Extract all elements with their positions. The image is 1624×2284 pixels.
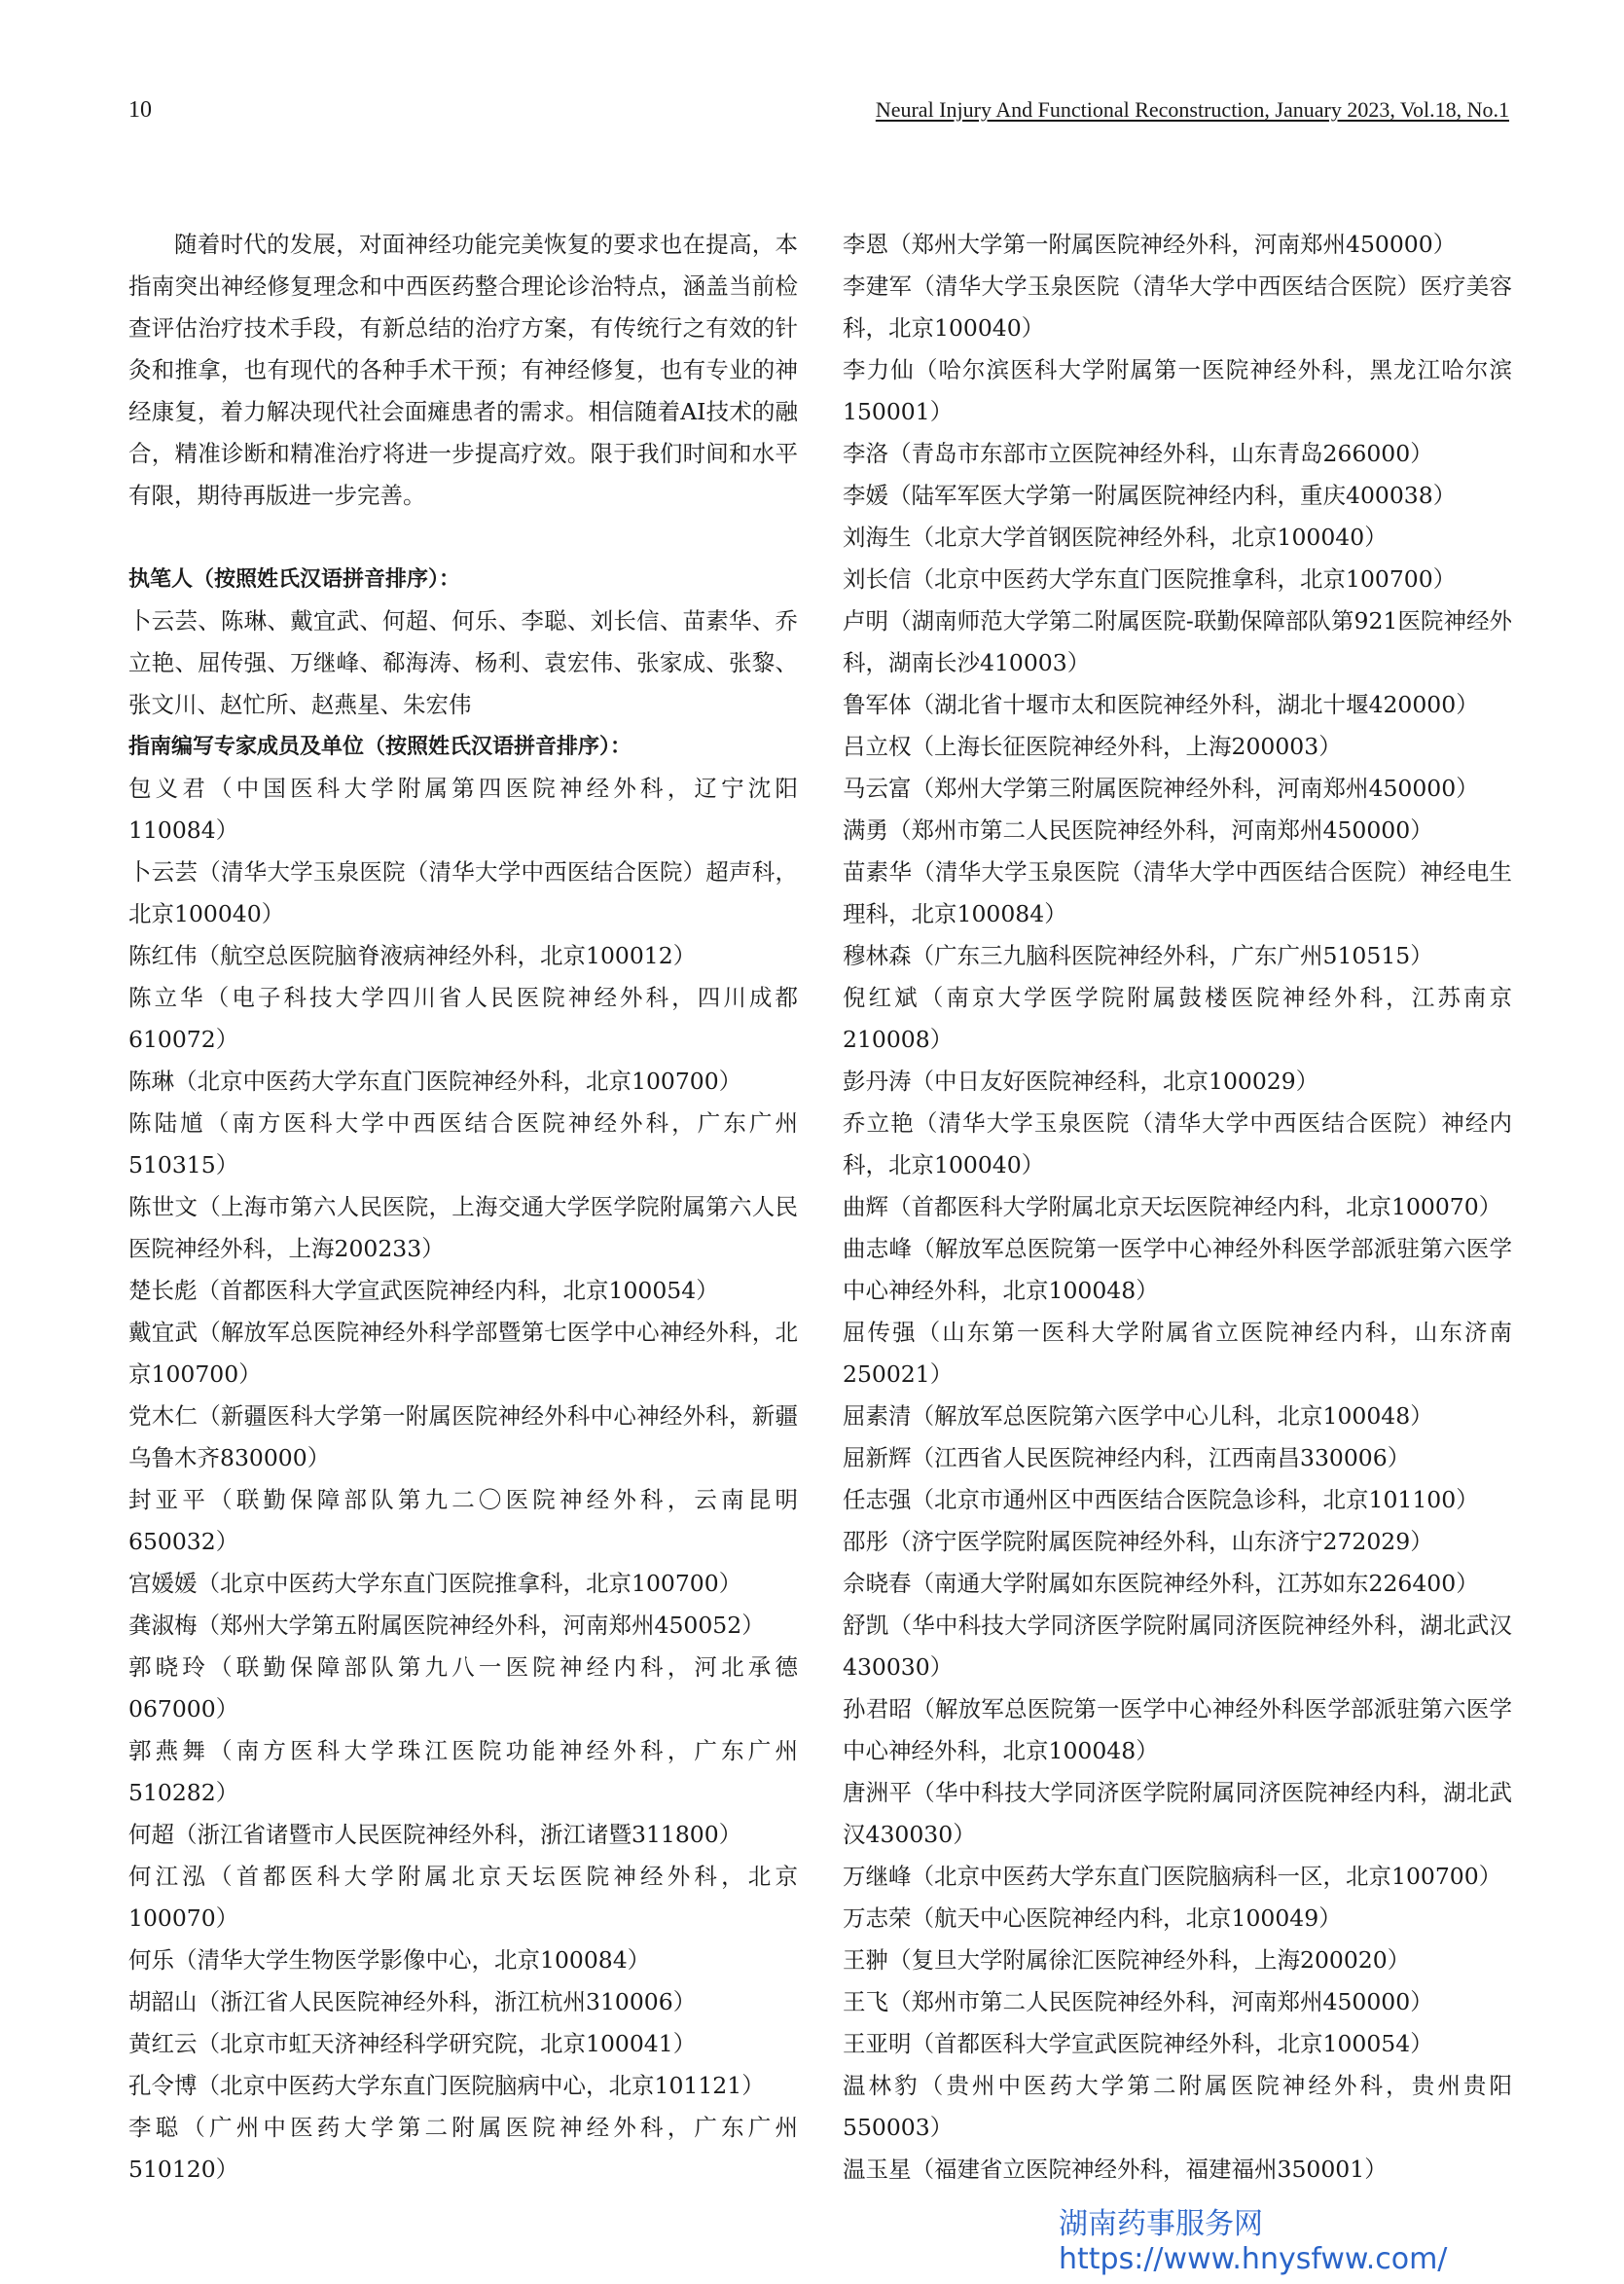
expert-entry: 孔令博（北京中医药大学东直门医院脑病中心，北京101121） [128, 2072, 765, 2099]
expert-entry: 任志强（北京市通州区中西医结合医院急诊科，北京101100） [843, 1486, 1479, 1513]
expert-entry: 温林豹（贵州中医药大学第二附属医院神经外科，贵州贵阳550003） [843, 2072, 1512, 2141]
expert-entry: 刘海生（北京大学首钢医院神经外科，北京100040） [843, 524, 1388, 551]
expert-entry: 万志荣（航天中心医院神经内科，北京100049） [843, 1904, 1342, 1932]
expert-entry: 党木仁（新疆医科大学第一附属医院神经外科中心神经外科，新疆乌鲁木齐830000） [128, 1402, 798, 1471]
expert-entry: 黄红云（北京市虹天济神经科学研究院，北京100041） [128, 2030, 697, 2057]
expert-entry: 何江泓（首都医科大学附属北京天坛医院神经外科，北京100070） [128, 1863, 798, 1932]
experts-list-right [843, 224, 1512, 2191]
expert-entry: 佘晓春（南通大学附属如东医院神经外科，江苏如东226400） [843, 1570, 1479, 1597]
expert-entry: 陈陆馗（南方医科大学中西医结合医院神经外科，广东广州510315） [128, 1109, 798, 1178]
expert-entry: 万继峰（北京中医药大学东直门医院脑病科一区，北京100700） [843, 1863, 1502, 1890]
expert-entry: 李聪（广州中医药大学第二附属医院神经外科，广东广州510120） [128, 2114, 798, 2183]
expert-entry: 陈琳（北京中医药大学东直门医院神经外科，北京100700） [128, 1068, 742, 1095]
expert-entry: 郭晓玲（联勤保障部队第九八一医院神经内科，河北承德067000） [128, 1653, 798, 1722]
expert-entry: 倪红斌（南京大学医学院附属鼓楼医院神经外科，江苏南京210008） [843, 984, 1512, 1053]
expert-entry: 邵彤（济宁医学院附属医院神经外科，山东济宁272029） [843, 1528, 1433, 1555]
expert-entry: 李媛（陆军军医大学第一附属医院神经内科，重庆400038） [843, 482, 1457, 509]
expert-entry: 龚淑梅（郑州大学第五附属医院神经外科，河南郑州450052） [128, 1612, 765, 1639]
expert-entry: 屈新辉（江西省人民医院神经内科，江西南昌330006） [843, 1444, 1411, 1471]
expert-entry: 卜云芸（清华大学玉泉医院（清华大学中西医结合医院）超声科，北京100040） [128, 858, 798, 927]
writers-list: 卜云芸、陈琳、戴宜武、何超、何乐、李聪、刘长信、苗素华、乔立艳、屈传强、万继峰、郗海涛、杨利、袁宏伟、张家成、张黎、张文川、赵忙所、赵燕星、朱宏伟 [128, 607, 798, 718]
expert-entry: 郭燕舞（南方医科大学珠江医院功能神经外科，广东广州510282） [128, 1737, 798, 1806]
expert-entry: 乔立艳（清华大学玉泉医院（清华大学中西医结合医院）神经内科，北京100040） [843, 1109, 1512, 1178]
experts-list-left [128, 768, 798, 2191]
expert-entry: 彭丹涛（中日友好医院神经科，北京100029） [843, 1068, 1319, 1095]
expert-entry: 李建军（清华大学玉泉医院（清华大学中西医结合医院）医疗美容科，北京100040） [843, 272, 1512, 342]
expert-entry: 何超（浙江省诸暨市人民医院神经外科，浙江诸暨311800） [128, 1821, 742, 1848]
expert-entry: 鲁军体（湖北省十堰市太和医院神经外科，湖北十堰420000） [843, 691, 1479, 718]
watermark [1059, 2207, 1447, 2277]
expert-entry: 吕立权（上海长征医院神经外科，上海200003） [843, 733, 1342, 760]
expert-entry: 唐洲平（华中科技大学同济医学院附属同济医院神经内科，湖北武汉430030） [843, 1779, 1512, 1848]
left-column [128, 224, 798, 2191]
expert-entry: 王飞（郑州市第二人民医院神经外科，河南郑州450000） [843, 1988, 1433, 2015]
expert-entry: 卢明（湖南师范大学第二附属医院-联勤保障部队第921医院神经外科，湖南长沙410003） [843, 607, 1512, 676]
intro-paragraph: 随着时代的发展，对面神经功能完美恢复的要求也在提高，本指南突出神经修复理念和中西医药整合理论诊治特点，涵盖当前检查评估治疗技术手段，有新总结的治疗方案，有传统行之有效的针灸和推拿，也有现代的各种手术干预；有神经修复，也有专业的神经康复，着力解决现代社会面瘫患者的需求。相信随着AI技术的融合，精准诊断和精准治疗将进一步提高疗效。限于我们时间和水平有限，期待再版进一步完善。 [128, 231, 798, 509]
expert-entry: 穆林森（广东三九脑科医院神经外科，广东广州510515） [843, 942, 1433, 969]
expert-entry: 何乐（清华大学生物医学影像中心，北京100084） [128, 1946, 651, 1974]
watermark-name: 湖南药事服务网 [1059, 2207, 1263, 2241]
expert-entry: 宫媛媛（北京中医药大学东直门医院推拿科，北京100700） [128, 1570, 742, 1597]
expert-entry: 马云富（郑州大学第三附属医院神经外科，河南郑州450000） [843, 775, 1479, 802]
expert-entry: 舒凯（华中科技大学同济医学院附属同济医院神经外科，湖北武汉430030） [843, 1612, 1512, 1681]
expert-entry: 陈立华（电子科技大学四川省人民医院神经外科，四川成都610072） [128, 984, 798, 1053]
expert-entry: 包义君（中国医科大学附属第四医院神经外科，辽宁沈阳110084） [128, 775, 798, 844]
expert-entry: 王亚明（首都医科大学宣武医院神经外科，北京100054） [843, 2030, 1433, 2057]
expert-entry: 陈红伟（航空总医院脑脊液病神经外科，北京100012） [128, 942, 697, 969]
expert-entry: 温玉星（福建省立医院神经外科，福建福州350001） [843, 2156, 1388, 2183]
expert-entry: 戴宜武（解放军总医院神经外科学部暨第七医学中心神经外科，北京100700） [128, 1319, 798, 1388]
expert-entry: 陈世文（上海市第六人民医院，上海交通大学医学院附属第六人民医院神经外科，上海200233） [128, 1193, 798, 1262]
experts-heading: 指南编写专家成员及单位（按照姓氏汉语拼音排序）： [128, 735, 632, 759]
expert-entry: 曲辉（首都医科大学附属北京天坛医院神经内科，北京100070） [843, 1193, 1502, 1220]
expert-entry: 屈传强（山东第一医科大学附属省立医院神经内科，山东济南250021） [843, 1319, 1512, 1388]
expert-entry: 孙君昭（解放军总医院第一医学中心神经外科医学部派驻第六医学中心神经外科，北京100048） [843, 1695, 1512, 1764]
expert-entry: 刘长信（北京中医药大学东直门医院推拿科，北京100700） [843, 565, 1457, 593]
expert-entry: 满勇（郑州市第二人民医院神经外科，河南郑州450000） [843, 816, 1433, 844]
expert-entry: 封亚平（联勤保障部队第九二〇医院神经外科，云南昆明650032） [128, 1486, 798, 1555]
expert-entry: 李恩（郑州大学第一附属医院神经外科，河南郑州450000） [843, 231, 1457, 258]
page-number: 10 [128, 97, 152, 123]
writers-heading: 执笔人（按照姓氏汉语拼音排序）： [128, 567, 461, 592]
expert-entry: 李洛（青岛市东部市立医院神经外科，山东青岛266000） [843, 440, 1433, 467]
right-column [843, 224, 1512, 2191]
expert-entry: 王翀（复旦大学附属徐汇医院神经外科，上海200020） [843, 1946, 1411, 1974]
expert-entry: 楚长彪（首都医科大学宣武医院神经内科，北京100054） [128, 1277, 719, 1304]
watermark-url[interactable]: https://www.hnysfww.com/ [1059, 2242, 1448, 2276]
expert-entry: 李力仙（哈尔滨医科大学附属第一医院神经外科，黑龙江哈尔滨150001） [843, 356, 1512, 425]
expert-entry: 胡韶山（浙江省人民医院神经外科，浙江杭州310006） [128, 1988, 697, 2015]
expert-entry: 屈素清（解放军总医院第六医学中心儿科，北京100048） [843, 1402, 1433, 1430]
running-header: Neural Injury And Functional Reconstruction, January 2023, Vol.18, No.1 [875, 97, 1509, 122]
expert-entry: 苗素华（清华大学玉泉医院（清华大学中西医结合医院）神经电生理科，北京100084） [843, 858, 1512, 927]
expert-entry: 曲志峰（解放军总医院第一医学中心神经外科医学部派驻第六医学中心神经外科，北京100048） [843, 1235, 1512, 1304]
